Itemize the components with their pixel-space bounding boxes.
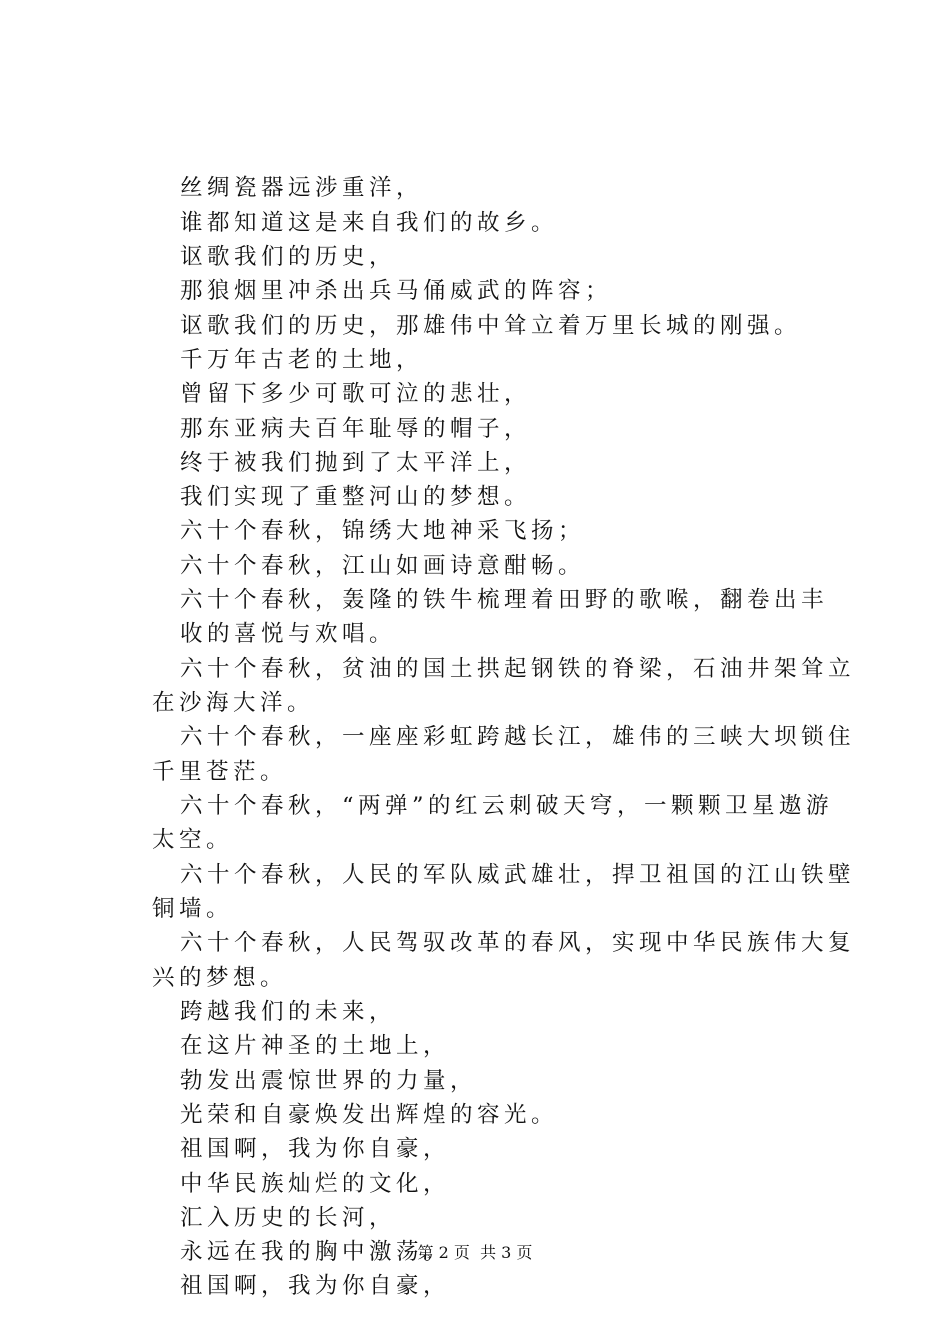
text-line: 六十个春秋，人民的军队威武雄壮，捍卫祖国的江山铁壁: [180, 862, 856, 888]
text-line: 跨越我们的未来，: [180, 999, 397, 1025]
text-line: 兴的梦想。: [152, 965, 288, 991]
text-line: 六十个春秋，锦绣大地神采飞扬；: [180, 518, 586, 544]
text-line: 六十个春秋，人民驾驭改革的春风，实现中华民族伟大复: [180, 930, 856, 956]
text-line: 在沙海大洋。: [152, 690, 315, 716]
text-line: 六十个春秋，“两弹”的红云刺破天穹，一颗颗卫星遨游: [180, 793, 834, 819]
text-line: 千万年古老的土地，: [180, 347, 424, 373]
text-line: 汇入历史的长河，: [180, 1205, 397, 1231]
text-line: 那狼烟里冲杀出兵马俑威武的阵容；: [180, 278, 613, 304]
text-line: 六十个春秋，江山如画诗意酣畅。: [180, 553, 586, 579]
text-line: 谁都知道这是来自我们的故乡。: [180, 210, 559, 236]
text-line: 铜墙。: [152, 896, 234, 922]
text-line: 那东亚病夫百年耻辱的帽子，: [180, 416, 532, 442]
text-line: 终于被我们抛到了太平洋上，: [180, 450, 532, 476]
text-line: 祖国啊，我为你自豪，: [180, 1136, 451, 1162]
text-line: 在这片神圣的土地上，: [180, 1033, 451, 1059]
text-line: 讴歌我们的历史，: [180, 244, 397, 270]
text-line: 收的喜悦与欢唱。: [180, 621, 397, 647]
text-line: 光荣和自豪焕发出辉煌的容光。: [180, 1102, 559, 1128]
text-line: 祖国啊，我为你自豪，: [180, 1273, 451, 1299]
text-line: 勃发出震惊世界的力量，: [180, 1068, 478, 1094]
text-line: 永远在我的胸中激荡。: [180, 1239, 451, 1265]
text-line: 曾留下多少可歌可泣的悲壮，: [180, 381, 532, 407]
page-footer: 第 2 页 共 3 页: [417, 1243, 533, 1262]
text-line: 中华民族灿烂的文化，: [180, 1171, 451, 1197]
text-line: 丝绸瓷器远涉重洋，: [180, 175, 424, 201]
text-line: 千里苍茫。: [152, 759, 288, 785]
text-line: 六十个春秋，轰隆的铁牛梳理着田野的歌喉，翻卷出丰: [180, 587, 829, 613]
text-line: 讴歌我们的历史，那雄伟中耸立着万里长城的刚强。: [180, 313, 802, 339]
text-line: 太空。: [152, 827, 234, 853]
text-line: 六十个春秋，一座座彩虹跨越长江，雄伟的三峡大坝锁住: [180, 724, 856, 750]
text-line: 我们实现了重整河山的梦想。: [180, 484, 532, 510]
text-line: 六十个春秋，贫油的国土拱起钢铁的脊梁，石油井架耸立: [180, 656, 856, 682]
